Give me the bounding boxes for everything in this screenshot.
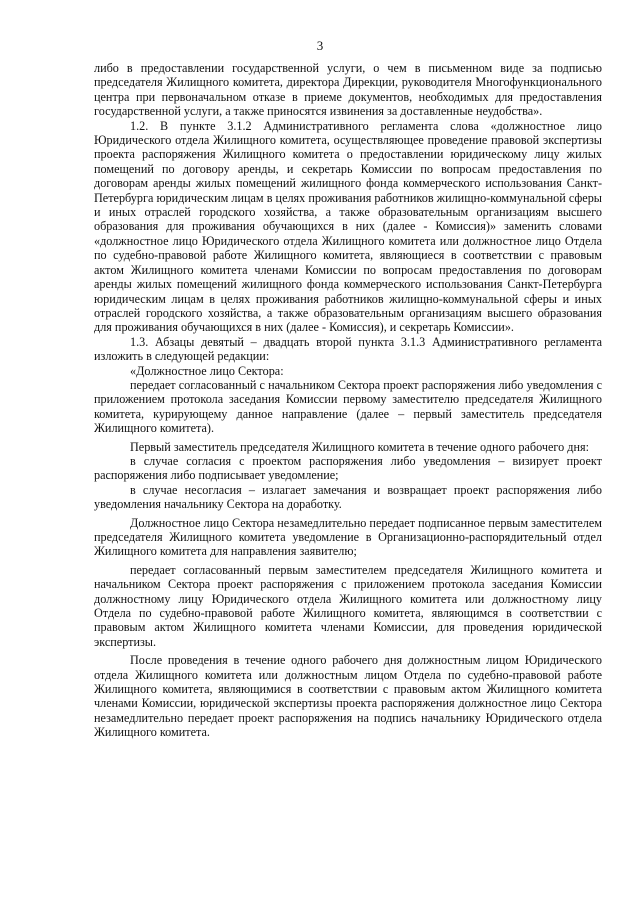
paragraph-after-review: После проведения в течение одного рабочего дня должностным лицом Юридического отдела Жилищного комитета или должностным лицом Отдела по судебно-правовой работе Жилищного комитета, являющимися в соответствии с правовым актом Жилищного комитета членами Комиссии, юридической экспертизы проекта распоряжения должностное лицо Сектора незамедлительно передает проект распоряжения на подпись начальнику Юридического отдела Жилищного комитета.	[94, 653, 602, 740]
paragraph-transfers-draft: передает согласованный с начальником Сектора проект распоряжения либо уведомления с приложением протокола заседания Комиссии первому заместителю председателя Жилищного комитета, курирующему данное направление (далее – первый заместитель председателя Жилищного комитета).	[94, 377, 602, 436]
paragraph-legal-review: передает согласованный первым заместителем председателя Жилищного комитета и начальником Сектора проект распоряжения с приложением протокола заседания Комиссии должностному лицу Юридического отдела Жилищного комитета или должностному лицу Отдела по судебно-правовой работе Жилищного комитета, являющимся в соответствии с правовым актом Жилищного комитета членами Комиссии, для проведения юридической экспертизы.	[94, 562, 602, 649]
paragraph-first-deputy: Первый заместитель председателя Жилищного комитета в течение одного рабочего дня:	[130, 439, 589, 454]
paragraph-sector-transfers-notice: Должностное лицо Сектора незамедлительно передает подписанное первым заместителем председателя Жилищного комитета уведомление в Организационно-распорядительный отдел Жилищного комитета для направления заявителю;	[94, 515, 602, 559]
paragraph-1-2: 1.2. В пункте 3.1.2 Административного регламента слова «должностное лицо Юридического отдела Жилищного комитета, осуществляющее проведение правовой экспертизы проекта распоряжения Жилищного комитета о предоставлении юридическому лицу жилых помещений по договору аренды, и секретарь Комиссии по вопросам предоставления по договорам аренды жилых помещений жилищного фонда коммерческого использования Санкт-Петербурга юридическим лицам в целях проживания работников жилищно-коммунальной сферы и иных отраслей городского хозяйства, а также образовательным организациям высшего образования для проживания обучающихся в них (далее - Комиссия)» заменить словами «должностное лицо Юридического отдела Жилищного комитета или должностное лицо Отдела по судебно-правовой работе Жилищного комитета, являющиеся в соответствии с правовым актом Жилищного комитета членами Комиссии по вопросам предоставления по договорам аренды жилых помещений жилищного фонда коммерческого использования Санкт-Петербурга юридическим лицам в целях проживания работников жилищно-коммунальной сферы и иных отраслей городского хозяйства, а также образовательным организациям высшего образования для проживания обучающихся в них (далее - Комиссия), и секретарь Комиссии».	[94, 118, 602, 335]
paragraph-1-3: 1.3. Абзацы девятый – двадцать второй пункта 3.1.3 Административного регламента изложить в следующей редакции:	[94, 334, 602, 364]
paragraph-case-disagreement: в случае несогласия – излагает замечания и возвращает проект распоряжения либо уведомления начальнику Сектора на доработку.	[94, 482, 602, 512]
document-body	[94, 61, 602, 740]
paragraph-sector-official-heading: «Должностное лицо Сектора:	[130, 363, 284, 378]
page-number: 3	[316, 38, 324, 53]
paragraph-case-agreement: в случае согласия с проектом распоряжения либо уведомления – визирует проект распоряжения либо подписывает уведомление;	[94, 453, 602, 483]
paragraph-continuation: либо в предоставлении государственной услуги, о чем в письменном виде за подписью председателя Жилищного комитета, директора Дирекции, руководителя Многофункционального центра при первоначальном отказе в приеме документов, необходимых для предоставления государственной услуги, а также приносятся извинения за доставленные неудобства».	[94, 61, 602, 119]
